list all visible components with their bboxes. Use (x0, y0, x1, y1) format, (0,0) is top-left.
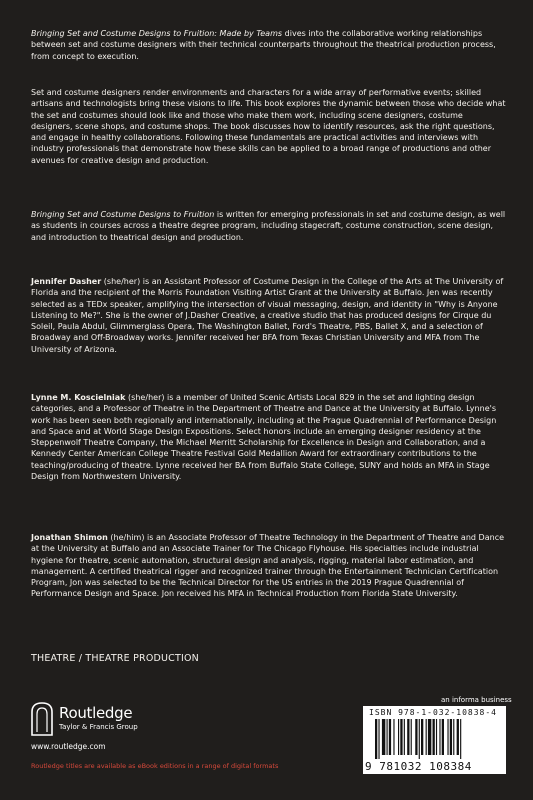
barcode-bar (439, 719, 440, 755)
barcode-bar (447, 719, 448, 755)
informa-business-label: an informa business (441, 696, 512, 704)
barcode-bar (433, 719, 435, 755)
barcode-bar (450, 719, 452, 755)
book-title-italic: Bringing Set and Costume Designs to Fruition (31, 210, 215, 219)
barcode-bar (378, 719, 379, 759)
blurb-text: Set and costume designers render environments and characters for a wide array of performative events; skilled artisans and technologists bring these visions to life. This book explores the dynamic between those who decide what the set and costumes should look like and those who make them work, including scene designers, costume designers, scene shops, and costume shops. The book discusses how to identify resources, ask the right questions, and engage in healthy collaborations. Following these fundamentals are practical activities and interviews with industry professionals that demonstrate how these skills can be applied to a broad range of productions and other avenues for creative design and production. (31, 88, 506, 165)
barcode-bar (382, 719, 385, 755)
publisher-tagline: Taylor & Francis Group (59, 723, 138, 731)
barcode-bars (375, 719, 495, 759)
barcode-bar (404, 719, 405, 755)
subject-category: THEATRE / THEATRE PRODUCTION (31, 653, 199, 664)
barcode-bar (375, 719, 377, 759)
barcode-bar (398, 719, 399, 755)
author-name: Jonathan Shimon (31, 533, 108, 542)
barcode-bar (460, 719, 461, 759)
blurb-paragraph-2 (31, 87, 506, 166)
publisher-name: Routledge (59, 704, 133, 722)
barcode-bar (457, 719, 459, 755)
barcode-digits: 9 781032 108384 (365, 760, 472, 773)
barcode-bar (387, 719, 388, 755)
blurb-text: dives into the collaborative working relationships between set and costume designers with their technical counterparts throughout the theatrical production process, from concept to execution. (31, 29, 496, 61)
author-bio-text: (she/her) is a member of United Scenic Artists Local 829 in the set and lighting design categories, and a Professor of Theatre in the Department of Theatre and Dance at the University at Buffalo. Lynne's work has been seen both regionally and internationally, including at the Prague Quadrennial of Performance Design and Space and at World Stage Design Expositions. Select honors include an emerging designer residency at the Steppenwolf Theatre Company, the Michael Merritt Scholarship for Excellence in Design and Collaboration, and a Kennedy Center American College Theatre Festival Gold Medallion Award for extraordinary contributions to the teaching/producing of theatre. Lynne received her BA from Buffalo State College, SUNY and holds an MFA in Stage Design from Northwestern University. (31, 393, 497, 482)
routledge-logo-icon (31, 702, 53, 736)
author-bio-text: (she/her) is an Assistant Professor of Costume Design in the College of the Arts at The University of Florida and the recipient of the Morris Foundation Visiting Artist Grant at the University at Buffalo. Jen was recently selected as a TEDx speaker, amplifying the intersection of visual messaging, design, and identity in "Why is Anyone Listening to Me?". She is the owner of J.Dasher Creative, a creative studio that has produced designs for Cirque du Soleil, Paula Abdul, Glimmerglass Opera, The Washington Ballet, Ford's Theatre, PBS, Ballet X, and a selection of Broadway and Off-Broadway works. Jennifer received her BFA from Texas Christian University and MFA from The University of Arizona. (31, 277, 504, 354)
author-bio-1 (31, 276, 506, 355)
author-bio-3 (31, 532, 506, 600)
barcode-bar (428, 719, 431, 755)
author-name: Lynne M. Koscielniak (31, 393, 126, 402)
barcode-bar (407, 719, 409, 755)
blurb-paragraph-1 (31, 28, 506, 62)
publisher-logo (31, 700, 231, 750)
barcode-bar (442, 719, 444, 755)
barcode-bar (389, 719, 391, 755)
barcode-bar (400, 719, 402, 755)
barcode-bar (421, 719, 423, 755)
barcode-bar (411, 719, 412, 755)
isbn-barcode (363, 706, 506, 774)
author-bio-text: (he/him) is an Associate Professor of Theatre Technology in the Department of Theatre and Dance at the University at Buffalo and an Associate Trainer for The Chicago Flyhouse. His specialties include industrial hygiene for theatre, scenic automation, structural design and analysis, rigging, material labor estimation, and management. A certified theatrical rigger and recognized trainer through the Entertainment Technician Certification Program, Jon was selected to be the Technical Director for the US entries in the 2019 Prague Quadrennial of Performance Design and Space. Jon received his MFA in Technical Production from Florida State University. (31, 533, 505, 599)
barcode-bar (436, 719, 437, 755)
book-title-italic: Bringing Set and Costume Designs to Fruition: Made by Teams (31, 29, 283, 38)
barcode-bar (426, 719, 427, 755)
ebook-note: Routledge titles are available as eBook editions in a range of digital formats (31, 762, 279, 770)
barcode-bar (393, 719, 394, 755)
barcode-bar (453, 719, 454, 755)
isbn-label: ISBN 978-1-032-10838-4 (369, 708, 497, 717)
blurb-paragraph-3 (31, 209, 506, 243)
barcode-bar (419, 719, 420, 759)
author-bio-2 (31, 392, 506, 482)
author-name: Jennifer Dasher (31, 277, 102, 286)
publisher-url[interactable]: www.routledge.com (31, 742, 106, 751)
barcode-bar (415, 719, 417, 755)
blurb-text: is written for emerging professionals in set and costume design, as well as students in courses across a theatre degree program, including stagecraft, costume construction, scene design, and introduction to theatrical design and production. (31, 210, 506, 242)
